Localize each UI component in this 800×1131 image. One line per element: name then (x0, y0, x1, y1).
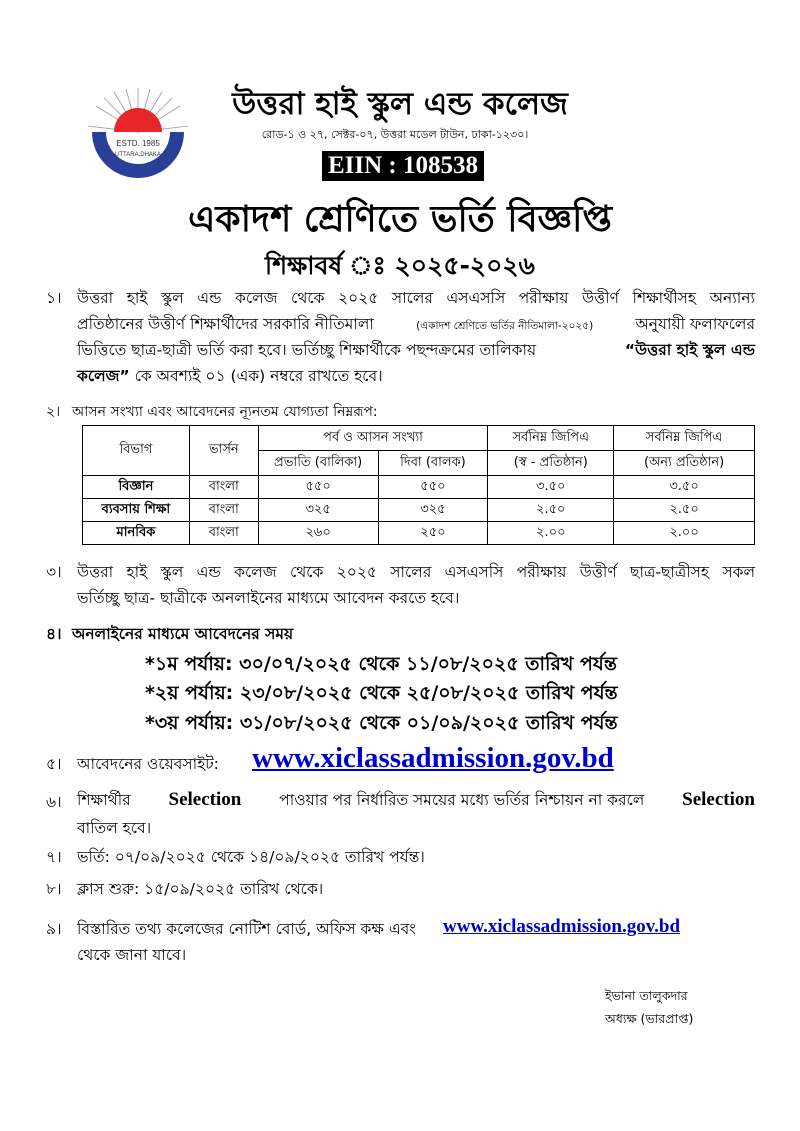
signatory-designation: অধ্যক্ষ (ভারপ্রাপ্ত) (605, 1011, 694, 1026)
item5-text: আবেদনের ওয়েবসাইট: (77, 755, 219, 773)
college-name-emphasis: “উত্তরা হাই স্কুল এন্ড (624, 341, 755, 359)
cell-morning: ৫৫০ (258, 476, 378, 499)
cell-version: বাংলা (189, 522, 258, 545)
cell-gpa-own: ৩.৫০ (488, 476, 614, 499)
item9-line2: থেকে জানা যাবে। (77, 946, 187, 964)
header-day: দিবা (বালক) (378, 451, 488, 476)
notice-title: একাদশ শ্রেণিতে ভর্তি বিজ্ঞপ্তি (188, 199, 612, 240)
svg-text:ESTD. 1985: ESTD. 1985 (116, 139, 160, 148)
cell-dept: বিজ্ঞান (83, 476, 190, 499)
header-gpa-other: সর্বনিম্ন জিপিএ (614, 426, 755, 451)
academic-session: শিক্ষাবর্ষ ঃ ২০২৫-২০২৬ (265, 251, 535, 280)
item-number: ৭। (46, 848, 62, 866)
header-gpa-own-sub: (স্ব - প্রতিষ্ঠান) (488, 451, 614, 476)
item6-line: বাতিল হবে। (77, 819, 152, 837)
cell-dept: মানবিক (83, 522, 190, 545)
item-number: ৪। (46, 625, 62, 643)
cell-dept: ব্যবসায় শিক্ষা (83, 499, 190, 522)
phase-2: *২য় পর্যায়: ২৩/০৮/২০২৫ থেকে ২৫/০৮/২০২৫ তারিখ পর্যন্ত (145, 682, 618, 704)
header-shift-seats: পর্ব ও আসন সংখ্যা (258, 426, 488, 451)
header-gpa-own: সর্বনিম্ন জিপিএ (488, 426, 614, 451)
item3-line: ভর্তিচ্ছু ছাত্র- ছাত্রীকে অনলাইনের মাধ্যমে আবেদন করতে হবে। (77, 589, 460, 607)
item-number: ১। (46, 289, 62, 307)
cell-day: ৩২৫ (378, 499, 488, 522)
header-version: ভার্সন (189, 426, 258, 476)
item1-line (77, 313, 755, 337)
item-number: ২। (46, 404, 61, 420)
text: শিক্ষার্থীর (77, 791, 131, 809)
table-row (83, 499, 755, 522)
text: অনুযায়ী ফলাফলের (635, 315, 755, 333)
item8-text: ক্লাস শুরু: ১৫/০৯/২০২৫ তারিখ থেকে। (77, 880, 324, 898)
header-gpa-other-sub: (অন্য প্রতিষ্ঠান) (614, 451, 755, 476)
table-row (83, 522, 755, 545)
table-row (83, 476, 755, 499)
item3-line: উত্তরা হাই স্কুল এন্ড কলেজ থেকে ২০২৫ সালের এসএসসি পরীক্ষায় উত্তীর্ণ ছাত্র-ছাত্রীসহ সকল (77, 563, 755, 581)
item1-line (77, 339, 755, 361)
header-dept: বিভাগ (83, 426, 190, 476)
item9-text: বিস্তারিত তথ্য কলেজের নোটিশ বোর্ড, অফিস কক্ষ এবং (77, 920, 416, 938)
svg-text:UTTARA,DHAKA: UTTARA,DHAKA (115, 152, 161, 158)
cell-gpa-own: ২.৫০ (488, 499, 614, 522)
item-number: ৯। (46, 920, 62, 938)
cell-morning: ৩২৫ (258, 499, 378, 522)
item1-line (77, 365, 383, 387)
institution-address: রোড-১ ও ২৭, সেক্টর-০৭, উত্তরা মডেল টাউন, ঢাকা-১২৩০। (261, 128, 529, 141)
phase-1: *১ম পর্যায়: ৩০/০৭/২০২৫ থেকে ১১/০৮/২০২৫ তারিখ পর্যন্ত (145, 653, 617, 675)
item1-line: উত্তরা হাই স্কুল এন্ড কলেজ থেকে ২০২৫ সালের এসএসসি পরীক্ষায় উত্তীর্ণ শিক্ষার্থীসহ অন্যান্য (77, 289, 755, 307)
cell-gpa-other: ২.৫০ (614, 499, 755, 522)
text: পাওয়ার পর নির্ধারিত সময়ের মধ্যে ভর্তির নিশ্চায়ন না করলে (279, 791, 645, 809)
institution-name: উত্তরা হাই স্কুল এন্ড কলেজ (232, 86, 568, 122)
cell-version: বাংলা (189, 499, 258, 522)
item-number: ৩। (46, 563, 62, 581)
phase-3: *৩য় পর্যায়: ৩১/০৮/২০২৫ থেকে ০১/০৯/২০২৫ তারিখ পর্যন্ত (145, 712, 618, 734)
text: ভিত্তিতে ছাত্র-ছাত্রী ভর্তি করা হবে। ভর্তিচ্ছু শিক্ষার্থীকে পছন্দক্রমের তালিকায় (77, 341, 537, 359)
item-number: ৫। (46, 755, 62, 773)
header-morning: প্রভাতি (বালিকা) (258, 451, 378, 476)
item6-line (77, 789, 755, 811)
item-number: ৮। (46, 880, 62, 898)
item4-text: অনলাইনের মাধ্যমে আবেদনের সময় (72, 625, 294, 643)
college-name-emphasis: কলেজ” (77, 367, 130, 385)
text: Selection (168, 789, 242, 810)
item7-text: ভর্তি: ০৭/০৯/২০২৫ থেকে ১৪/০৯/২০২৫ তারিখ পর্যন্ত। (77, 848, 425, 866)
cell-version: বাংলা (189, 476, 258, 499)
cell-gpa-own: ২.০০ (488, 522, 614, 545)
item2-text: আসন সংখ্যা এবং আবেদনের ন্যূনতম যোগ্যতা নিম্নরূপ: (72, 404, 378, 420)
text: Selection (682, 789, 755, 810)
info-website-link[interactable]: www.xiclassadmission.gov.bd (443, 916, 681, 937)
signatory-name: ইভানা তালুকদার (605, 988, 688, 1003)
policy-note: (একাদশ শ্রেণিতে ভর্তির নীতিমালা-২০২৫) (416, 320, 594, 332)
text: কে অবশ্যই ০১ (এক) নম্বরে রাখতে হবে। (134, 367, 383, 385)
cell-day: ৫৫০ (378, 476, 488, 499)
cell-morning: ২৬০ (258, 522, 378, 545)
eiin-badge: EIIN : 108538 (322, 151, 484, 181)
text: প্রতিষ্ঠানের উত্তীর্ণ শিক্ষার্থীদের সরকারি নীতিমালা (77, 315, 374, 333)
cell-gpa-other: ৩.৫০ (614, 476, 755, 499)
cell-day: ২৫০ (378, 522, 488, 545)
item-number: ৬। (46, 793, 62, 811)
admission-website-link[interactable]: www.xiclassadmission.gov.bd (252, 742, 614, 774)
seat-table (82, 425, 755, 545)
cell-gpa-other: ২.০০ (614, 522, 755, 545)
